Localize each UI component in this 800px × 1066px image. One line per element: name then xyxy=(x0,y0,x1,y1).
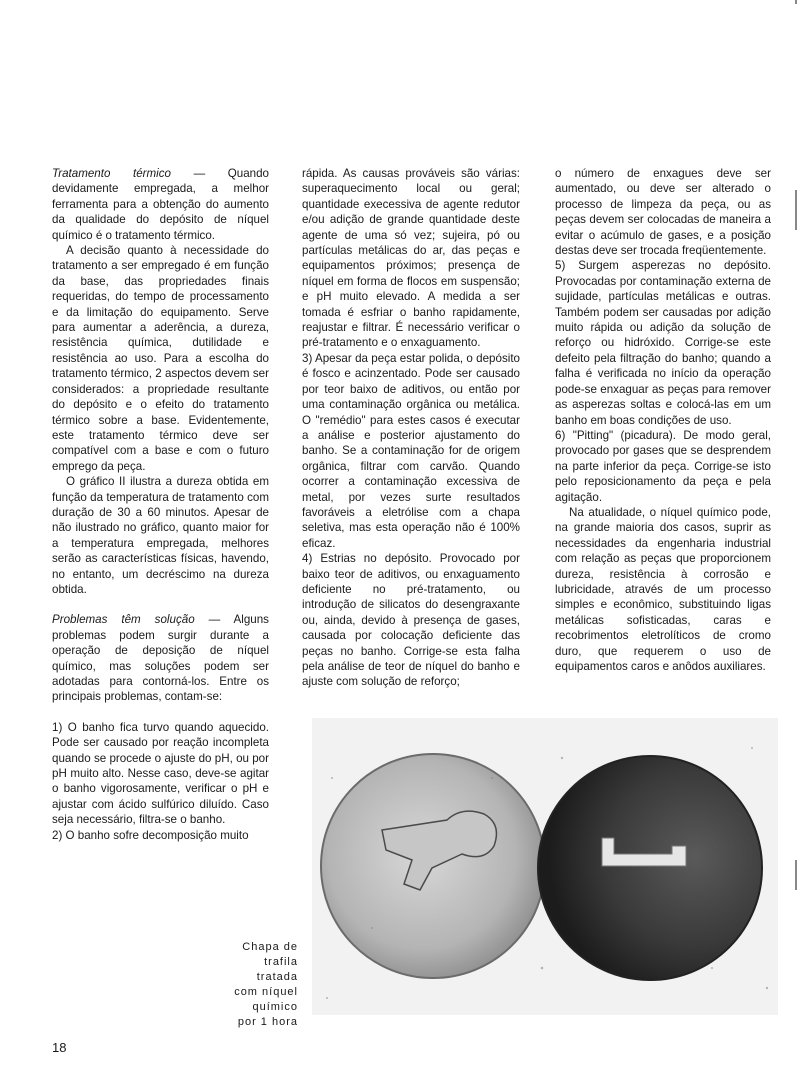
paragraph-conclusion: Na atualidade, o níquel químico pode, na grande maioria dos casos, suprir as necessidades da engenharia industrial com relação as peças que proporcionem dureza, resistência à corrosão e lubricidade, através de um processo simples e econômico, substituindo ligas metálicas sofisticadas, caras e recobrimentos eletrolíticos de cromo duro, que requerem o uso de equipamentos caros e anôdos auxiliares. xyxy=(555,505,771,673)
photo-illustration xyxy=(312,718,778,1015)
list-item: 2) O banho sofre decomposição muito xyxy=(52,828,249,842)
scan-edge-mark xyxy=(795,860,797,890)
caption-line: por 1 hora xyxy=(237,1016,298,1028)
caption-line: com níquel xyxy=(234,986,298,998)
section-heading-heat-treatment: Tratamento térmico xyxy=(52,167,171,180)
text-column-3 xyxy=(555,166,771,674)
caption-line: Chapa de xyxy=(242,941,298,953)
photo-treated-plates xyxy=(312,718,778,1015)
caption-line: trafila xyxy=(264,956,298,968)
list-item: 4) Estrias no depósito. Provocado por baixo teor de aditivos, ou enxaguamento deficiente no pré-tratamento, ou introdução de silicatos do desengraxante ou, ainda, devido à presença de gases, causada por colocação deficiente das peças no banho. Corrige-se esta falha pela análise de teor de níquel do banho e ajuste com solução de reforço; xyxy=(302,552,520,689)
paragraph-text: — Quando devidamente empregada, a melhor ferramenta para a obtenção do aumento da qualidade do depósito de níquel químico é o tratamento térmico. xyxy=(52,167,269,242)
text-column-2 xyxy=(302,166,520,690)
list-item: 1) O banho fica turvo quando aquecido. Pode ser causado por reação incompleta quando se procede o ajuste do pH, ou por pH muito alto. Nesse caso, deve-se agitar o banho vigorosamente, verificar o pH e ajustar com ácido sulfúrico diluído. Caso seja necessário, filtra-se o banho. xyxy=(52,720,269,827)
section-heading-problems: Problemas têm solução xyxy=(52,613,195,627)
list-item: 5) Surgem asperezas no depósito. Provocadas por contaminação externa de sujidade, partículas metálicas e outras. Também podem ser causadas por adição muito rápida ou adição da solução de reforço ou hidróxido. Corrige-se este defeito pela filtração do banho; quando a falha é verificada no início da operação pode-se enxaguar as peças para remover as asperezas soltas e colocá-las em um banho em boas condições de uso. xyxy=(555,259,771,427)
paragraph: o número de enxagues deve ser aumentado, ou deve ser alterado o processo de limpeza da peça, ou as peças devem ser colocadas de maneira a evitar o acúmulo de gases, e a posição destas deve ser trocada freqüentemente. xyxy=(555,167,771,258)
caption-line: tratada xyxy=(256,971,298,983)
list-item: 3) Apesar da peça estar polida, o depósito é fosco e acinzentado. Pode ser causado por teor baixo de aditivos, ou então por uma contaminação orgânica ou metálica. O "remédio" para estes casos é executar a análise e posterior ajustamento do banho. Se a contaminação for de origem orgânica, filtrar com carvão. Quando ocorrer a contaminação excessiva de metal, por vezes surte resultados favoráveis a eletrólise com a chapa seletiva, mas esta operação não é 100% eficaz. xyxy=(302,351,520,550)
page-number: 18 xyxy=(52,1040,67,1055)
list-item: 6) "Pitting" (picadura). De modo geral, provocado por gases que se desprendem na parte inferior da peça. Corrige-se isto pelo reposicionamento da peça e pela agitação. xyxy=(555,428,771,504)
paragraph-text: — Alguns problemas podem surgir durante a operação de deposição de níquel químico, mas soluções podem ser adotadas para contorná-los. Entre os principais problemas, contam-se: xyxy=(52,613,269,704)
text-column-1 xyxy=(52,166,269,843)
scan-edge-mark xyxy=(795,190,797,230)
paragraph: A decisão quanto à necessidade do tratamento a ser empregado é em função da base, das propriedades finais requeridas, do tempo de processamento e da limitação do equipamento. Serve para aumentar a aderência, a dureza, resistência química, dutilidade e resistência ao uso. Para a escolha do tratamento térmico, 2 aspectos devem ser considerados: a propriedade resultante do depósito e o efeito do tratamento térmico sobre a base. Evidentemente, este tratamento térmico deve ser compatível com a base e com o futuro emprego da peça. xyxy=(52,244,269,473)
scan-edge-mark xyxy=(795,0,797,4)
paragraph-problems xyxy=(52,612,269,704)
paragraph: O gráfico II ilustra a dureza obtida em função da temperatura de tratamento com duração de 30 a 60 minutos. Apesar de não ilustrado no gráfico, quanto maior for a temperatura empregada, melhores serão as características físicas, havendo, no entanto, um decréscimo na dureza obtida. xyxy=(52,475,269,596)
plate-right xyxy=(538,756,762,980)
figure-caption xyxy=(210,940,298,1030)
paragraph-heat-treatment xyxy=(52,166,269,243)
caption-line: químico xyxy=(252,1001,298,1013)
paragraph: rápida. As causas prováveis são várias: superaquecimento local ou geral; quantidade execessiva de agente redutor e/ou adição de grande quantidade deste agente de uma só vez; sujeira, pó ou partículas metálicas do ar, das peças e equipamentos próximos; presença de níquel em forma de flocos em suspensão; e pH muito elevado. A medida a ser tomada é esfriar o banho rapidamente, reajustar e filtrar. É necessário verificar o pré-tratamento e o enxaguamento. xyxy=(302,167,520,350)
